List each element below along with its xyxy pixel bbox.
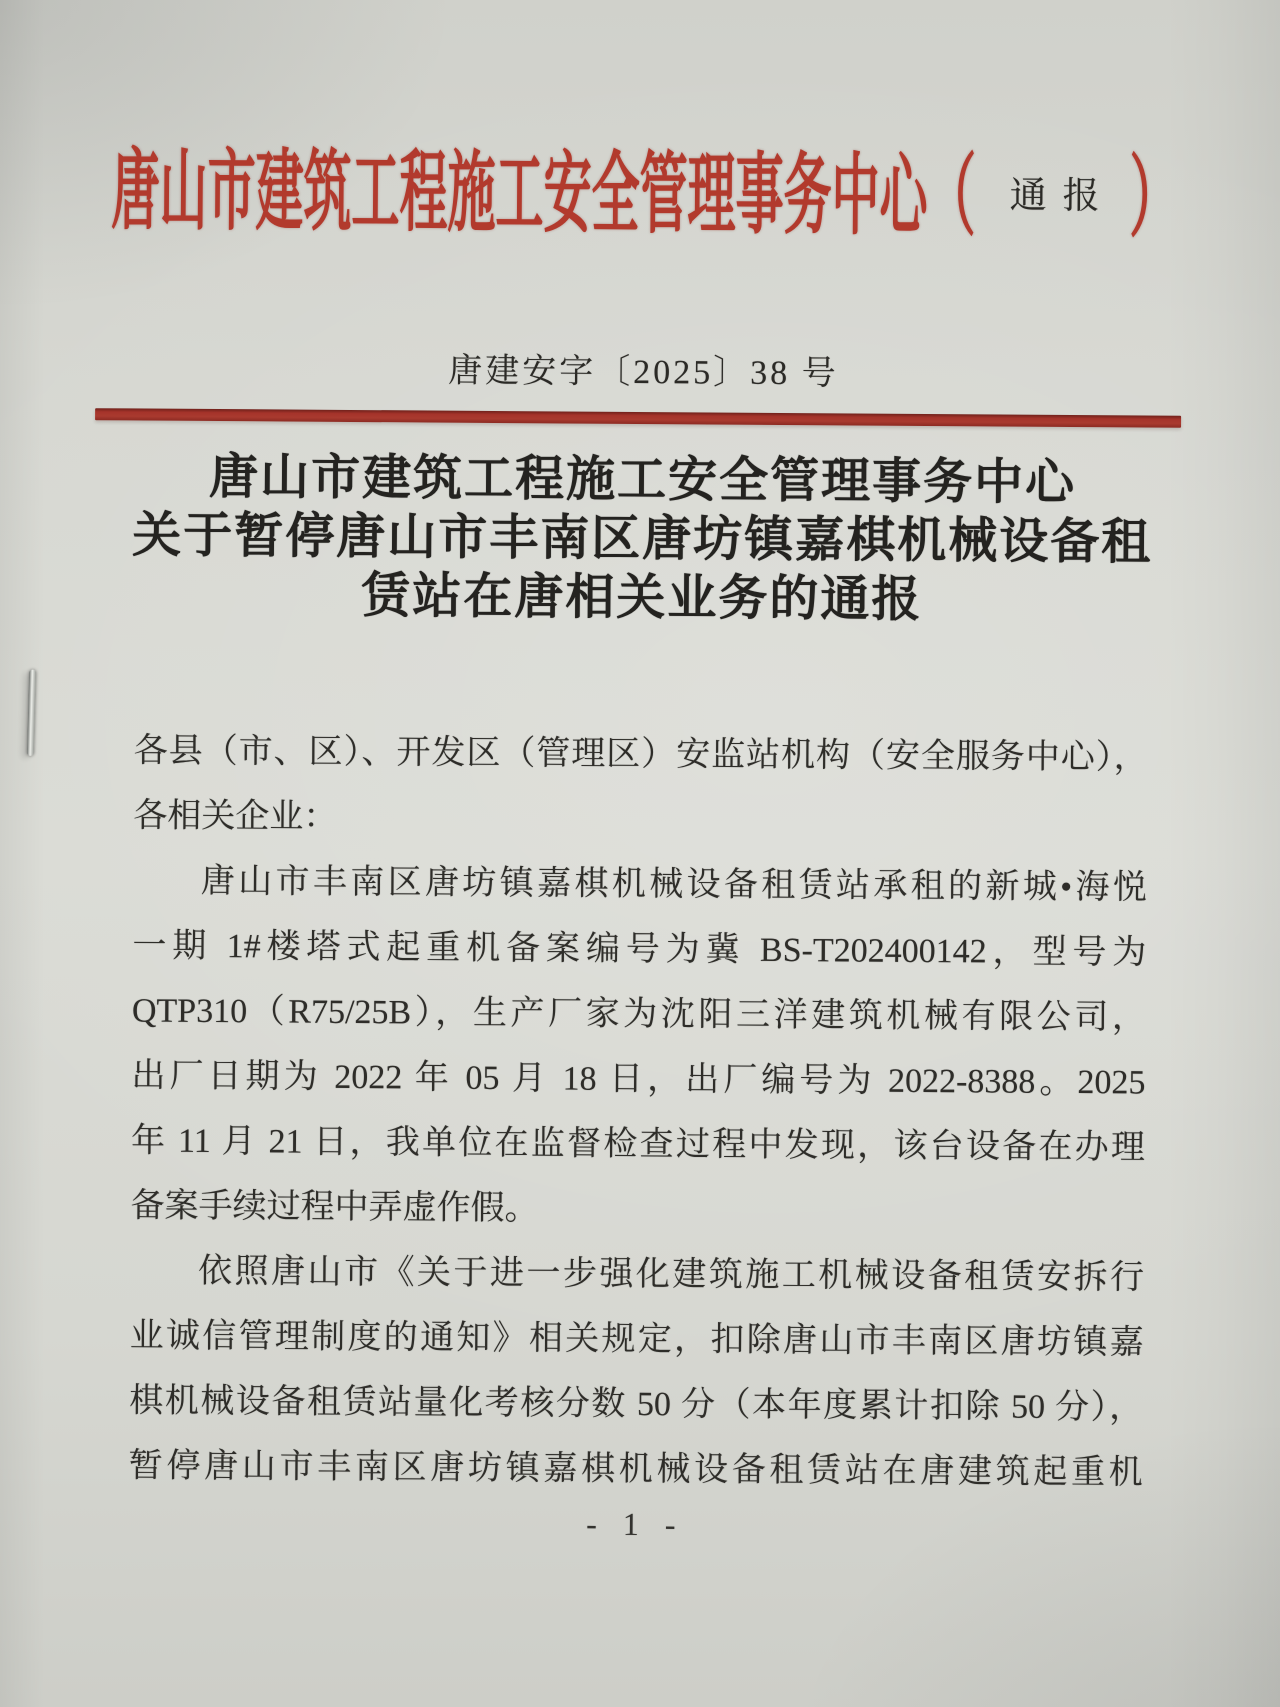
body-text-line: 依照唐山市《关于进一步强化建筑施工机械设备租赁安拆行 [197, 1252, 1145, 1297]
doc-title-line: 赁站在唐相关业务的通报 [361, 568, 923, 627]
body-text [129, 718, 1148, 1505]
org-header-title: 唐山市建筑工程施工安全管理事务中心（ [111, 142, 976, 247]
doc-number: 唐建安字〔2025〕38 号 [448, 352, 839, 393]
body-text-line: 各县（市、区）、开发区（管理区）安监站机构（安全服务中心）， [133, 732, 1148, 777]
body-text-line: 棋机械设备租赁站量化考核分数 50 分（本年度累计扣除 50 分）， [129, 1382, 1144, 1427]
doc-title-line: 关于暂停唐山市丰南区唐坊镇嘉棋机械设备租 [132, 507, 1153, 570]
body-text-line: 备案手续过程中弄虚作假。 [130, 1187, 539, 1228]
body-text-line: 唐山市丰南区唐坊镇嘉棋机械设备租赁站承租的新城•海悦 [200, 862, 1147, 907]
red-divider-line [95, 408, 1181, 428]
doc-type-badge: 通报 [1009, 175, 1116, 218]
body-text-line: 出厂日期为 2022 年 05 月 18 日，出厂编号为 2022-8388。2025 [131, 1057, 1146, 1102]
body-text-line: 一期 1#楼塔式起重机备案编号为冀 BS-T202400142，型号为 [132, 927, 1147, 972]
body-text-line: 暂停唐山市丰南区唐坊镇嘉棋机械设备租赁站在唐建筑起重机 [128, 1447, 1143, 1492]
doc-title [2, 446, 1280, 632]
body-text-line: 年 11 月 21 日，我单位在监督检查过程中发现，该台设备在办理 [130, 1122, 1146, 1167]
org-header-close-paren: ） [1129, 149, 1178, 249]
body-text-line: QTP310（R75/25B），生产厂家为沈阳三洋建筑机械有限公司， [131, 992, 1147, 1037]
letterhead [4, 98, 1280, 275]
doc-title-line: 唐山市建筑工程施工安全管理事务中心 [208, 448, 1077, 511]
body-text-line: 业诚信管理制度的通知》相关规定，扣除唐山市丰南区唐坊镇嘉 [129, 1317, 1144, 1362]
staple-icon [27, 670, 36, 756]
page-number: - 1 - [586, 1505, 685, 1543]
body-text-line: 各相关企业： [133, 797, 338, 836]
